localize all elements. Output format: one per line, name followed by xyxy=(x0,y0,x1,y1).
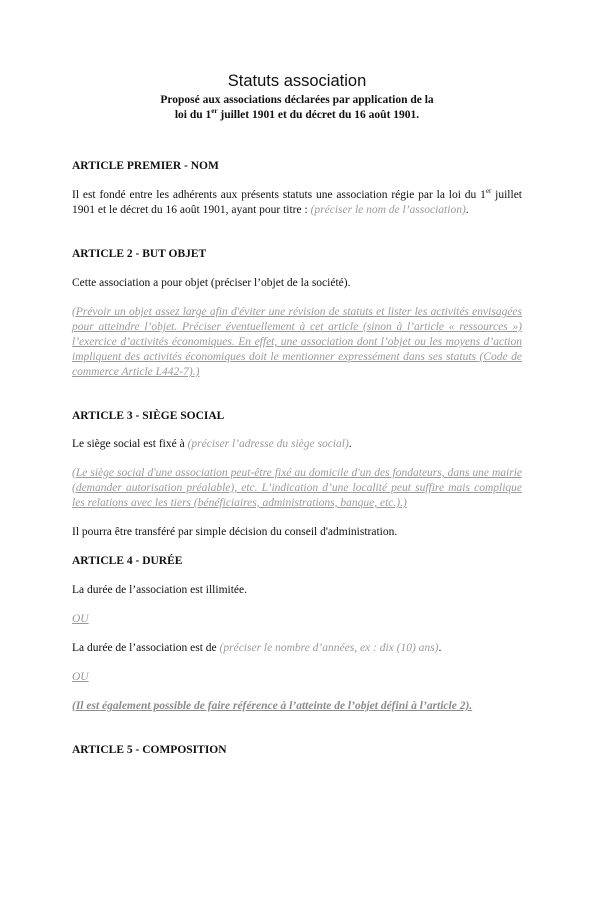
article-4-text-end: . xyxy=(438,642,442,654)
placeholder-hint: (préciser le nom de l’association) xyxy=(310,204,466,216)
article-3-text: Le siège social est fixé à xyxy=(72,438,188,450)
article-4-or-1: OU xyxy=(72,613,89,625)
article-3-paragraph xyxy=(72,437,522,452)
article-4-heading: ARTICLE 4 - DURÉE xyxy=(72,555,183,567)
article-2-note: (Prévoir un objet assez large afin d'éviter une révision de statuts et lister les activités envisagées pour atteindre l’objet. Préciser éventuellement à cet article (sinon à l’article « ressources ») l’exercice d’activités économiques. En effet, une association dont l’objet ou les moyens d’action impliquent des activités économiques doit le mentionner expressément dans ses statuts (Code de commerce Article L442-7).) xyxy=(72,306,522,378)
subtitle-line-1: Proposé aux associations déclarées par application de la xyxy=(160,94,434,106)
document-subtitle xyxy=(72,93,522,123)
article-3-note: (Le siège social d'une association peut-être fixé au domicile d'un des fondateurs, dans une mairie (demander autorisation préalable), etc. L’indication d’une localité peut suffire mais complique les relations avec les tiers (bénéficiaires, administrations, banque, etc.).) xyxy=(72,467,522,509)
subtitle-line-2-text: loi du 1 xyxy=(174,109,212,121)
article-1-heading: ARTICLE PREMIER - NOM xyxy=(72,160,219,172)
article-3-text-end: . xyxy=(348,438,352,450)
article-1-paragraph xyxy=(72,188,522,218)
article-1-text-cont: juillet 1901 et le décret du 16 août 1901, ayant pour titre : xyxy=(72,189,522,216)
placeholder-hint: (préciser l’adresse du siège social) xyxy=(187,438,349,450)
article-5-heading: ARTICLE 5 - COMPOSITION xyxy=(72,744,227,756)
document-page xyxy=(0,71,595,911)
article-4-text: La durée de l’association est de xyxy=(72,642,220,654)
article-4-or-2: OU xyxy=(72,671,89,683)
article-3-heading: ARTICLE 3 - SIÈGE SOCIAL xyxy=(72,410,225,422)
article-3-paragraph-2: Il pourra être transféré par simple décision du conseil d'administration. xyxy=(72,526,398,538)
superscript-er: er xyxy=(211,107,218,116)
placeholder-hint: (préciser le nombre d’années, ex : dix (10) ans) xyxy=(219,642,439,654)
article-1-text: Il est fondé entre les adhérents aux présents statuts une association régie par la loi du 1 xyxy=(72,189,486,201)
subtitle-line-2 xyxy=(72,108,522,123)
article-2-heading: ARTICLE 2 - BUT OBJET xyxy=(72,248,207,260)
subtitle-line-2-rest: juillet 1901 et du décret du 16 août 1901. xyxy=(217,109,420,121)
article-1-text-end: . xyxy=(465,204,469,216)
superscript-er: er xyxy=(485,187,492,196)
article-4-paragraph: La durée de l’association est illimitée. xyxy=(72,584,247,596)
article-4-paragraph-2 xyxy=(72,641,522,656)
article-2-paragraph: Cette association a pour objet (préciser l’objet de la société). xyxy=(72,277,351,289)
article-4-note: (Il est également possible de faire référence à l’atteinte de l’objet défini à l’article 2). xyxy=(72,700,473,712)
document-title: Statuts association xyxy=(227,72,367,90)
